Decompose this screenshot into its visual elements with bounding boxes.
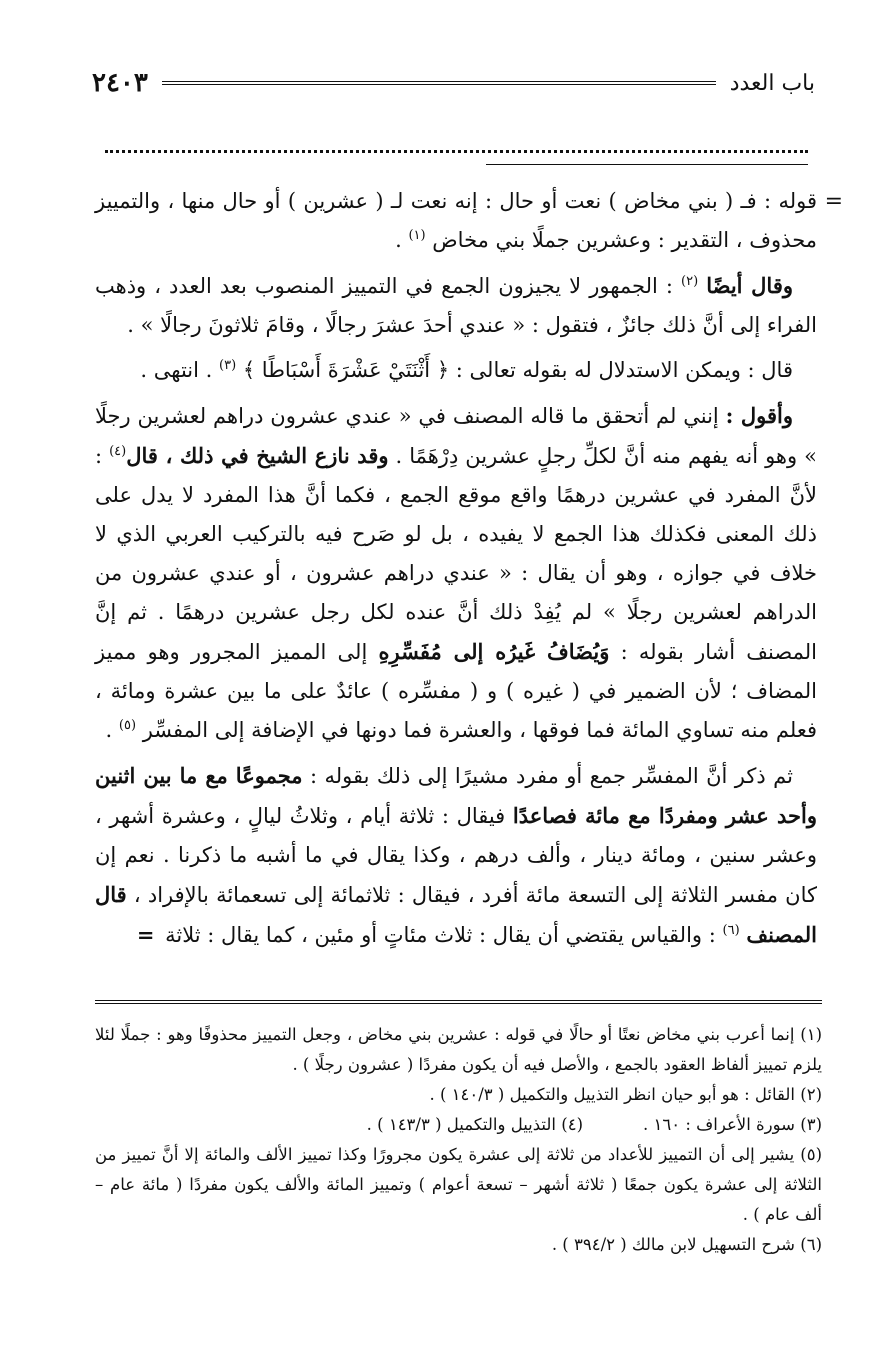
- page-number: ٢٤٠٣: [92, 68, 148, 98]
- footnote-ref-6: (٦): [722, 923, 740, 938]
- footnote-2: (٢) القائل : هو أبو حيان انظر التذييل والتكميل ( ١٤٠/٣ ) .: [429, 1085, 822, 1104]
- continuation-rule: [486, 164, 808, 165]
- footnote-ref-2: (٢): [681, 274, 699, 289]
- dotted-separator: [105, 150, 808, 153]
- footnotes: [95, 1020, 822, 1260]
- paragraph-1: قوله : فـ ( بني مخاض ) نعت أو حال : إنه نعت لـ ( عشرين ) أو حال منها ، والتمييز محذوف ، التقدير : وعشرين جملًا بني مخاض $^{(١)}$ .: [95, 189, 817, 252]
- header-rule: [162, 81, 716, 85]
- footnote-6: (٦) شرح التسهيل لابن مالك ( ٣٩٤/٢ ) .: [551, 1235, 822, 1254]
- footnote-row-3-4: [95, 1110, 822, 1140]
- paragraph-3: قال : ويمكن الاستدلال له بقوله تعالى : ﴿ أَثْنَتَيْ عَشْرَةَ أَسْبَاطًا ﴾ $^{(٣)}$ . انتهى .: [140, 358, 793, 382]
- footnote-5: (٥) يشير إلى أن التمييز للأعداد من ثلاثة إلى عشرة يكون مجرورًا وكذا تمييز الألف والمائة إلا أنَّ تمييز من الثلاثة إلى عشرة يكون جمعًا ( ثلاثة أشهر – تسعة أعوام ) وتمييز المائة والألف يكون مفردًا ( مائة عام – ألف عام ) .: [95, 1145, 822, 1224]
- chapter-title: باب العدد: [729, 70, 815, 96]
- footnote-ref-5: (٥): [118, 718, 137, 733]
- main-text: [95, 182, 843, 961]
- footnote-1: (١) إنما أعرب بني مخاض نعتًا أو حالًا في قوله : عشرين بني مخاض ، وجعل التمييز محذوفًا وهو : جملًا لئلا يلزم تمييز ألفاظ العقود بالجمع ، والأصل فيه أن يكون مفردًا ( عشرون رجلًا ) .: [95, 1025, 822, 1074]
- paragraph-2: وقال أيضًا $^{(٢)}$ : الجمهور لا يجيزون الجمع في التمييز المنصوب بعد العدد ، وذهب الفراء إلى أنَّ ذلك جائزٌ ، فتقول : « عندي أحدَ عشرَ رجالًا ، وقامَ ثلاثونَ رجالًا » .: [95, 273, 817, 337]
- paragraph-5: ثم ذكر أنَّ المفسِّر جمع أو مفرد مشيرًا إلى ذلك بقوله : مجموعًا مع ما بين اثنين وأحد عشر ومفردًا مع مائة فصاعدًا فيقال : ثلاثة أيام ، وثلاثُ ليالٍ ، وعشرة أشهر ، وعشر سنين ، ومائة دينار ، وألف درهم ، وكذا يقال في ما أشبه ما ذكرنا . نعم إن كان مفسر الثلاثة إلى التسعة مائة أفرد ، فيقال : ثلاثمائة إلى تسعمائة بالإفراد ، قال المصنف $^{(٦)}$ : والقياس يقتضي أن يقال : ثلاث مئاتٍ أو مئين ، كما يقال : ثلاثة =: [95, 763, 817, 947]
- paragraph-4: وأقول : إنني لم أتحقق ما قاله المصنف في « عندي عشرون دراهم لعشرين رجلًا » وهو أنه يفهم منه أنَّ لكلِّ رجلٍ عشرين دِرْهَمًا . وقد نازع الشيخ في ذلك ، قال$^{(٤)}$ : لأنَّ المفرد في عشرين درهمًا واقع موقع الجمع ، فكما أنَّ هذا المفرد لا يدل على ذلك المعنى فكذلك هذا الجمع لا يفيده ، بل لو صَرح فيه بالتركيب العربي الذي لا خلاف في جوازه ، وهو أن يقال : « عندي دراهم عشرون ، أو عندي عشرون من الدراهم لعشرين رجلًا » لم يُفِدْ ذلك أنَّ عنده لكل رجل عشرين درهمًا . ثم إنَّ المصنف أشار بقوله : وَيُضَافُ غَيرُه إلى مُفَسِّرِهِ إلى المميز المجرور وهو مميز المضاف ؛ لأن الضمير في ( غيره ) و ( مفسِّره ) عائدٌ على ما بين عشرة ومائة ، فعلم منه تساوي المائة فما فوقها ، والعشرة فما دونها في الإضافة إلى المفسِّر $^{(٥)}$ .: [95, 403, 817, 742]
- footnote-ref-3: (٣): [219, 358, 237, 373]
- footnote-3: (٣) سورة الأعراف : ١٦٠ .: [643, 1115, 822, 1134]
- footnote-ref-1: (١): [408, 228, 426, 243]
- continuation-mark-end: =: [136, 922, 155, 947]
- continuation-mark-start: =: [824, 189, 843, 214]
- page-header: [92, 68, 815, 98]
- footnote-ref-4: (٤): [109, 444, 127, 459]
- footnote-separator: [95, 1000, 822, 1004]
- footnote-4: (٤) التذييل والتكميل ( ١٤٣/٣ ) .: [366, 1115, 584, 1134]
